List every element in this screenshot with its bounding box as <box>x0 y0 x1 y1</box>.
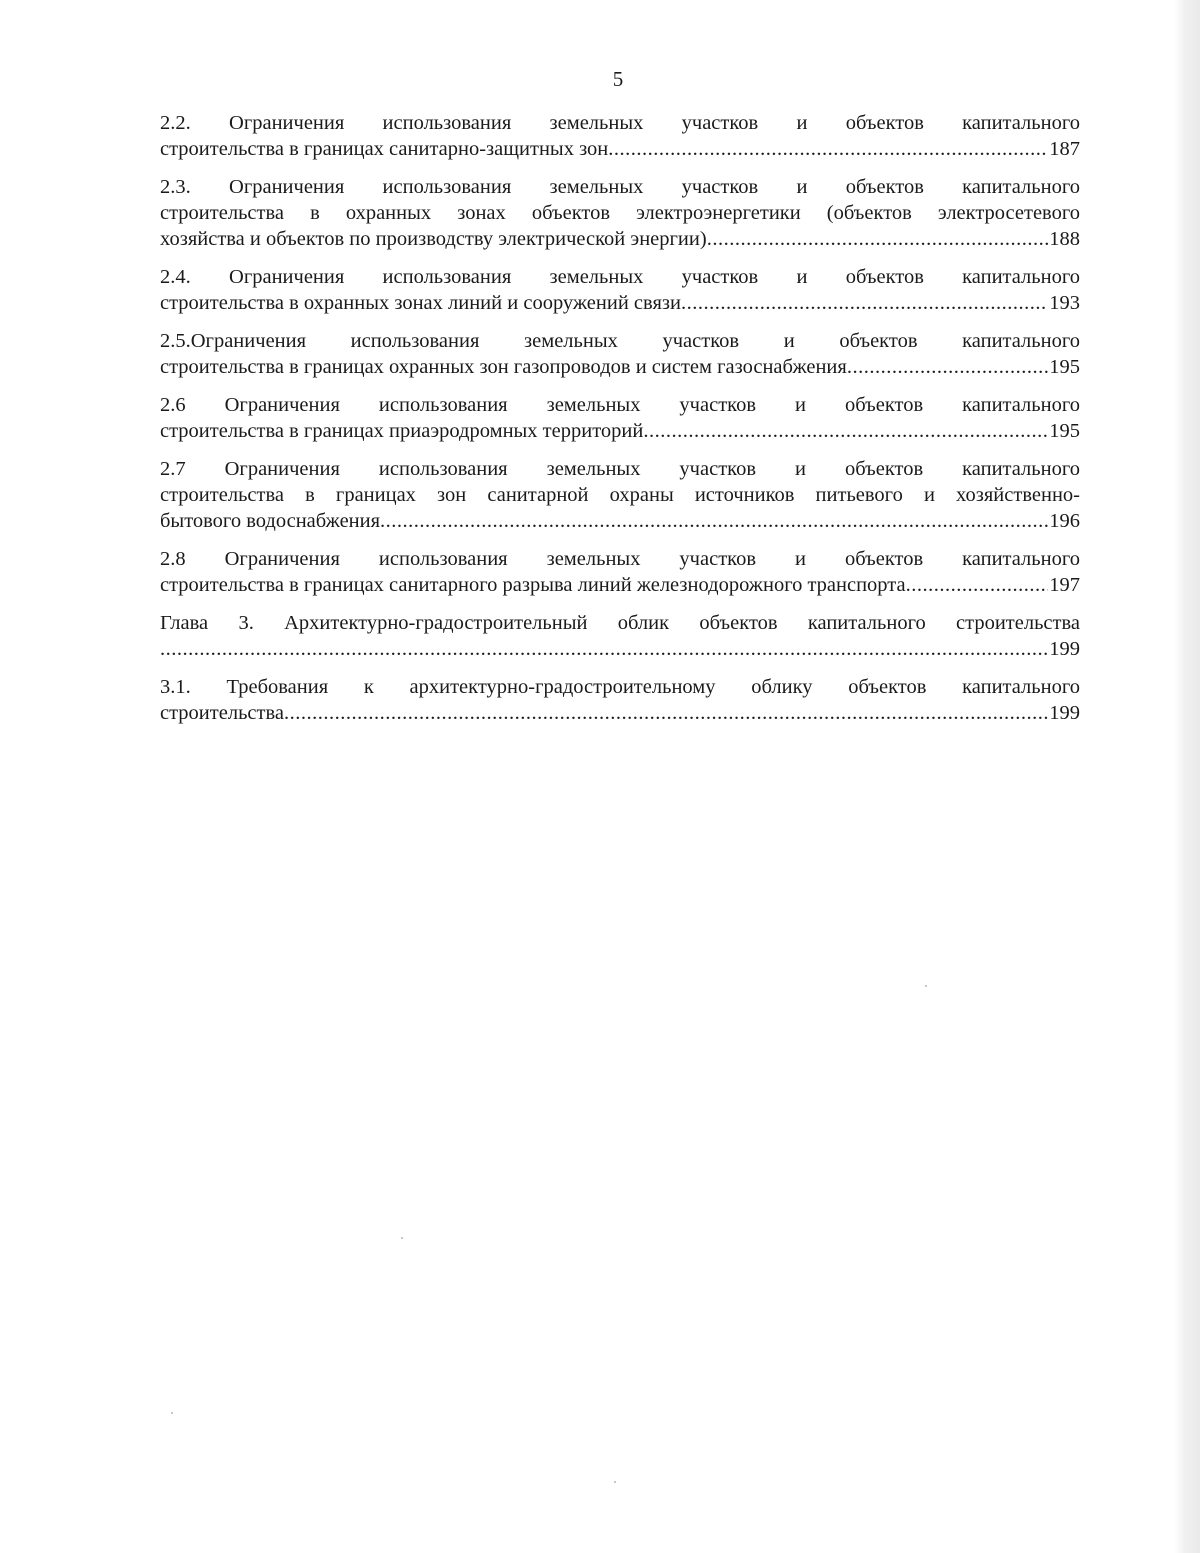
toc-entry-text: строительства в границах охранных зон газопроводов и систем газоснабжения <box>160 356 847 378</box>
page-number: 5 <box>612 67 624 91</box>
toc-entry-last-line <box>160 354 1080 380</box>
toc-entry-text: 2.2. Ограничения использования земельных участков и объектов капитального <box>160 112 1080 134</box>
scan-speck <box>614 1481 616 1483</box>
toc-entry-text: 3.1. Требования к архитектурно-градостроительному облику объектов капитального <box>160 676 1080 698</box>
dot-leader <box>380 508 1048 534</box>
toc-entry-2-2[interactable] <box>160 110 1080 162</box>
toc-entry-3-1[interactable] <box>160 674 1080 726</box>
toc-entry-text: 2.3. Ограничения использования земельных участков и объектов капитального <box>160 176 1080 198</box>
scan-speck <box>925 985 927 987</box>
toc-entry-text: хозяйства и объектов по производству электрической энергии) <box>160 228 707 250</box>
toc-entry-last-line <box>160 136 1080 162</box>
dot-leader <box>160 636 1048 662</box>
toc-page-number: 187 <box>1049 138 1080 160</box>
dot-leader <box>707 226 1049 252</box>
toc-entry-last-line <box>160 508 1080 534</box>
dot-leader <box>643 418 1048 444</box>
scan-page-edge <box>1174 0 1200 1553</box>
dot-leader <box>608 136 1048 162</box>
toc-entry-last-line <box>160 572 1080 598</box>
toc-entry-last-line <box>160 290 1080 316</box>
table-of-contents <box>160 110 1080 738</box>
scan-speck <box>401 1237 403 1239</box>
toc-entry-last-line <box>160 226 1080 252</box>
toc-page-number: 193 <box>1049 292 1080 314</box>
toc-entry-text: строительства в охранных зонах объектов электроэнергетики (объектов электросетевого <box>160 202 1080 224</box>
toc-page-number: 197 <box>1049 574 1080 596</box>
dot-leader <box>847 354 1048 380</box>
toc-entry-2-7[interactable] <box>160 456 1080 534</box>
dot-leader <box>681 290 1048 316</box>
toc-entry-text: строительства <box>160 702 284 724</box>
toc-entry-text: 2.6 Ограничения использования земельных участков и объектов капитального <box>160 394 1080 416</box>
toc-page-number: 188 <box>1049 228 1080 250</box>
toc-entry-last-line <box>160 700 1080 726</box>
toc-page-number: 195 <box>1049 356 1080 378</box>
toc-entry-text: 2.8 Ограничения использования земельных участков и объектов капитального <box>160 548 1080 570</box>
toc-entry-2-3[interactable] <box>160 174 1080 252</box>
toc-entry-text: строительства в границах зон санитарной охраны источников питьевого и хозяйственно- <box>160 484 1080 506</box>
toc-entry-text: 2.7 Ограничения использования земельных участков и объектов капитального <box>160 458 1080 480</box>
toc-entry-2-4[interactable] <box>160 264 1080 316</box>
toc-entry-text: 2.5.Ограничения использования земельных участков и объектов капитального <box>160 330 1080 352</box>
toc-entry-last-line <box>160 418 1080 444</box>
toc-entry-text: строительства в охранных зонах линий и сооружений связи <box>160 292 681 314</box>
toc-page-number: 199 <box>1049 702 1080 724</box>
toc-entry-last-line <box>160 636 1080 662</box>
toc-entry-text: Глава 3. Архитектурно-градостроительный облик объектов капитального строительства <box>160 612 1080 634</box>
toc-page-number: 195 <box>1049 420 1080 442</box>
toc-entry-text: бытового водоснабжения <box>160 510 381 532</box>
dot-leader <box>284 700 1048 726</box>
toc-page-number: 199 <box>1049 638 1080 660</box>
toc-entry-text: 2.4. Ограничения использования земельных участков и объектов капитального <box>160 266 1080 288</box>
toc-page-number: 196 <box>1049 510 1080 532</box>
toc-entry-text: строительства в границах санитарного разрыва линий железнодорожного транспорта <box>160 574 906 596</box>
toc-entry-2-8[interactable] <box>160 546 1080 598</box>
scan-speck <box>171 1412 173 1414</box>
toc-entry-text: строительства в границах приаэродромных территорий <box>160 420 644 442</box>
toc-entry-text: строительства в границах санитарно-защитных зон <box>160 138 609 160</box>
toc-entry-chapter-3[interactable] <box>160 610 1080 662</box>
toc-entry-2-5[interactable] <box>160 328 1080 380</box>
toc-entry-2-6[interactable] <box>160 392 1080 444</box>
dot-leader <box>906 572 1049 598</box>
